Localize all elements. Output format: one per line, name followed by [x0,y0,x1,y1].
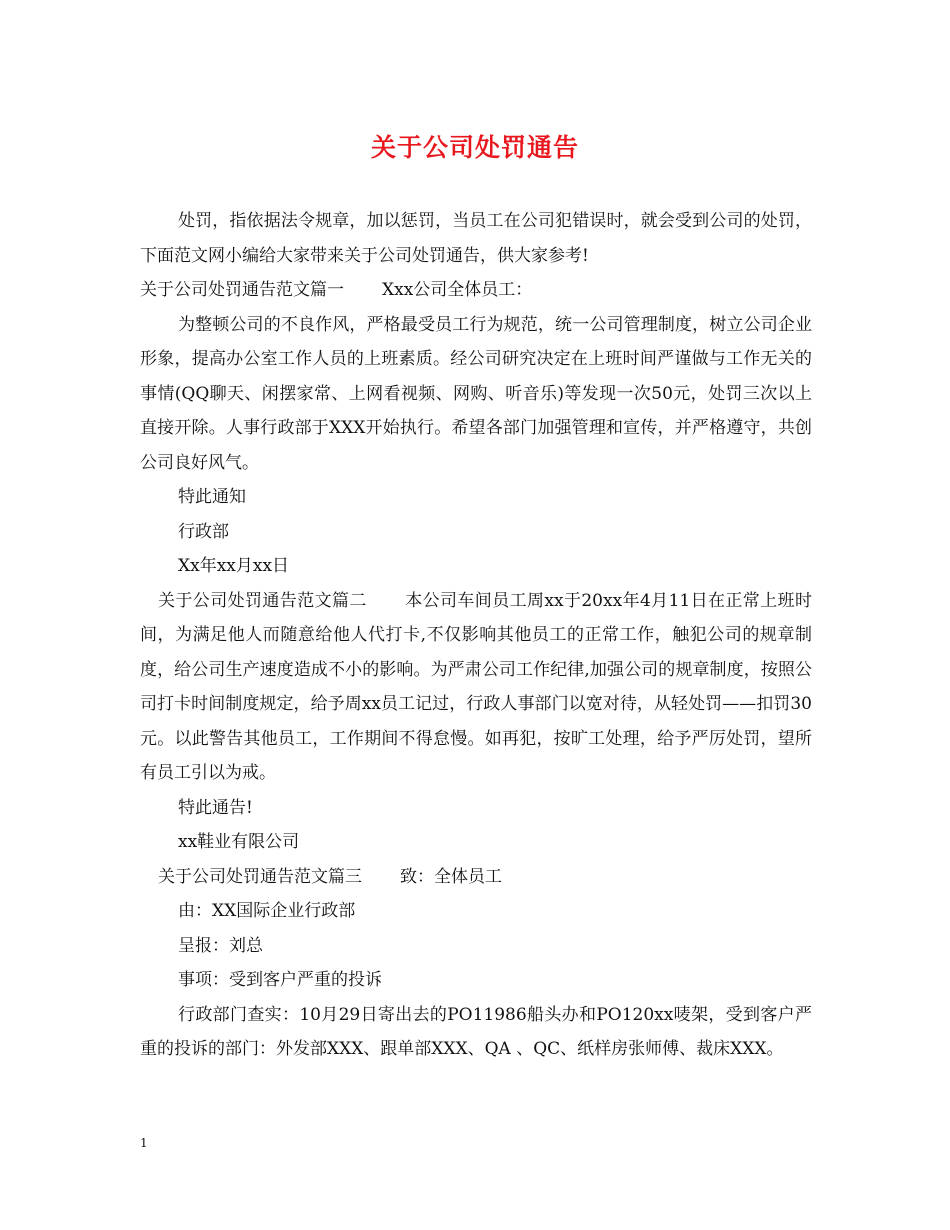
sample2-notice: 特此通告! [178,797,253,818]
sample1-heading-line [140,273,812,308]
sample1-body: 为整顿公司的不良作风，严格最受员工行为规范，统一公司管理制度，树立公司企业形象，提高办公室工作人员的上班素质。经公司研究决定在上班时间严谨做与工作无关的事情(QQ聊天、闲摆家常、上网看视频、网购、听音乐)等发现一次50元，处罚三次以上直接开除。人事行政部于XXX开始执行。希望各部门加强管理和宣传，并严格遵守，共创公司良好风气。 [140,314,812,473]
sample2-company: xx鞋业有限公司 [178,832,300,852]
sample3-to: 致：全体员工 [400,866,502,887]
sample1-department: 行政部 [178,521,229,542]
sample1-notice: 特此通知 [178,487,246,507]
sample3-from: 由：XX国际企业行政部 [178,901,356,921]
sample3-report: 呈报：刘总 [178,935,263,956]
sample1-heading: 关于公司处罚通告范文篇一 [140,280,344,300]
sample2-heading: 关于公司处罚通告范文篇二 [158,590,367,611]
sample2-paragraph [140,584,812,791]
sample3-heading: 关于公司处罚通告范文篇三 [158,866,362,887]
sample3-subject: 事项：受到客户严重的投诉 [178,970,382,990]
sample3-body: 行政部门查实：10月29日寄出去的PO11986船头办和PO120xx唛架，受到客户严重的投诉的部门：外发部XXX、跟单部XXX、QA 、QC、纸样房张师傅、裁床XXX。 [140,1004,812,1059]
page-number: 1 [140,1136,148,1150]
sample1-date: Xx年xx月xx日 [178,556,290,576]
document-title: 关于公司处罚通告 [370,133,579,162]
intro-paragraph: 处罚，指依据法令规章，加以惩罚，当员工在公司犯错误时，就会受到公司的处罚，下面范文网小编给大家带来关于公司处罚通告，供大家参考! [140,211,812,266]
sample3-heading-line [140,860,812,895]
sample1-addressee: Xxx公司全体员工： [382,280,533,300]
sample2-body: 本公司车间员工周xx于20xx年4月11日在正常上班时间，为满足他人而随意给他人代打卡,不仅影响其他员工的正常工作，触犯公司的规章制度，给公司生产速度造成不小的影响。为严肃公司工作纪律,加强公司的规章制度，按照公司打卡时间制度规定，给予周xx员工记过，行政人事部门以宽对待，从轻处罚——扣罚30元。以此警告其他员工，工作期间不得怠慢。如再犯，按旷工处理，给予严厉处罚，望所有员工引以为戒。 [140,590,813,783]
document-body [140,204,812,1067]
